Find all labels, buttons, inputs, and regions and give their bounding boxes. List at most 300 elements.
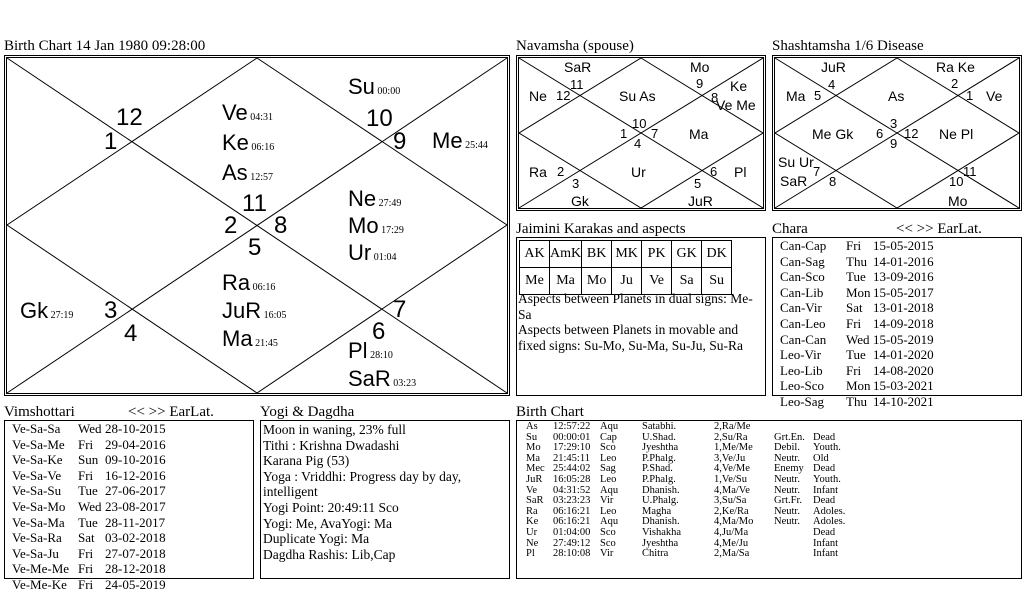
period-date: 27-07-2018	[105, 545, 166, 561]
sign: Sag	[600, 463, 616, 475]
karaka-value: Ju	[612, 268, 642, 295]
longitude: 16:05:28	[553, 473, 591, 485]
avastha: Infant	[813, 537, 839, 549]
period-date: 28-11-2017	[105, 514, 166, 530]
navamsha-label: 2	[557, 164, 565, 179]
shashtamsha-label: Ne Pl	[939, 126, 974, 142]
sign: Aqu	[600, 484, 619, 496]
period-day: Sat	[78, 530, 95, 546]
planet-name: Gk	[20, 298, 49, 323]
planet-degree: 04:31	[247, 112, 273, 123]
yogi-lines	[263, 422, 507, 562]
nakshatra: Dhanish.	[642, 516, 680, 528]
period-name: Ve-Sa-Ju	[12, 545, 59, 561]
dignity: Neutr.	[774, 452, 800, 464]
karaka-header: PK	[642, 241, 672, 268]
navamsha-label: 10	[632, 116, 647, 131]
navamsha-label: 9	[696, 76, 704, 91]
house-number: 11	[242, 190, 267, 217]
nakshatra: P.Phalg.	[642, 473, 676, 485]
chara-row[interactable]	[780, 285, 934, 301]
period-name: Leo-Sco	[780, 378, 825, 394]
navamsha-label: 12	[556, 88, 571, 103]
period-day: Fri	[846, 362, 862, 378]
planet-degree: 16:05	[261, 310, 287, 321]
planet: Su	[526, 431, 538, 443]
shashtamsha-label: As	[888, 88, 905, 104]
planet-name: Ve	[222, 100, 248, 125]
period-name: Leo-Lib	[780, 362, 823, 378]
navamsha-label: Ra	[529, 164, 547, 180]
karaka-value: Sa	[672, 268, 702, 295]
shashtamsha-label: 9	[890, 136, 898, 151]
dignity: Grt.En.	[774, 431, 805, 443]
karaka-header: DK	[702, 241, 732, 268]
pada-lords: 2,Ra/Me	[714, 421, 751, 432]
planet-name: Mo	[348, 213, 379, 238]
shashtamsha-label: Ra Ke	[936, 59, 975, 75]
vimshottari-row[interactable]	[12, 437, 166, 453]
planet: Ma	[526, 452, 540, 464]
period-name: Ve-Sa-Mo	[12, 498, 66, 514]
sign: Cap	[600, 431, 617, 443]
karaka-header: GK	[672, 241, 702, 268]
chara-row[interactable]	[780, 238, 934, 254]
longitude: 12:57:22	[553, 421, 591, 432]
period-name: Ve-Sa-Ve	[12, 467, 62, 483]
period-date: 14-09-2018	[873, 315, 934, 331]
planet-degree: 17:29	[378, 225, 404, 236]
house-number: 7	[393, 296, 407, 323]
house-number: 2	[224, 212, 238, 239]
pada-lords: 1,Me/Me	[714, 442, 753, 454]
period-name: Can-Cap	[780, 238, 827, 253]
pada-lords: 1,Ve/Su	[714, 473, 747, 485]
period-date: 15-05-2019	[873, 331, 934, 347]
chara-row[interactable]	[780, 300, 934, 316]
house-number: 4	[124, 320, 138, 347]
nakshatra: Dhanish.	[642, 484, 680, 496]
period-date: 15-05-2017	[873, 284, 934, 300]
period-date: 13-01-2018	[873, 300, 934, 316]
planet-name: Ur	[348, 240, 372, 265]
planet-degree: 06:16	[248, 142, 275, 153]
house-number: 3	[104, 297, 118, 324]
longitude: 06:16:21	[553, 516, 591, 528]
planet: Ur	[526, 526, 538, 538]
planet-degree: 01:04	[371, 252, 397, 263]
pada-lords: 4,Ve/Me	[714, 463, 750, 475]
planet-degree: 00:00	[374, 86, 401, 97]
period-date: 16-12-2016	[105, 467, 166, 483]
navamsha-label: Ne	[529, 88, 547, 104]
period-date: 14-01-2020	[873, 347, 934, 363]
period-name: Can-Lib	[780, 284, 824, 300]
dignity: Neutr.	[774, 505, 800, 517]
sign: Vir	[600, 548, 614, 560]
period-day: Fri	[78, 436, 94, 452]
period-date: 23-08-2017	[105, 498, 166, 514]
navamsha-label: Ke	[730, 78, 748, 94]
period-name: Ve-Sa-Su	[12, 483, 62, 499]
period-name: Ve-Sa-Ra	[12, 530, 62, 546]
planet-name: Me	[432, 128, 463, 153]
period-day: Tue	[78, 514, 98, 530]
period-name: Can-Vir	[780, 300, 822, 316]
planet-degree: 06:16	[250, 282, 276, 293]
nakshatra: U.Phalg.	[642, 495, 679, 507]
shashtamsha-label: 6	[876, 126, 884, 141]
period-day: Fri	[78, 576, 94, 592]
nakshatra: U.Shad.	[642, 431, 676, 443]
navamsha-title: Navamsha (spouse)	[516, 38, 634, 54]
house-number: 8	[274, 212, 288, 239]
navamsha-label: 4	[634, 136, 642, 151]
shashtamsha-label: 8	[829, 174, 837, 189]
birth-chart-title: Birth Chart 14 Jan 1980 09:28:00	[4, 38, 206, 54]
period-day: Mon	[846, 378, 871, 394]
planet: SaR	[526, 495, 544, 507]
period-name: Ve-Sa-Me	[12, 436, 65, 452]
period-day: Wed	[78, 421, 102, 436]
pada-lords: 2,Su/Ra	[714, 431, 748, 443]
karaka-value: Ma	[550, 268, 582, 295]
jaimini-title: Jaimini Karakas and aspects	[516, 221, 686, 237]
shashtamsha-label: SaR	[780, 173, 808, 189]
navamsha-label: Mo	[690, 59, 710, 75]
avastha: Adoles.	[813, 516, 846, 528]
period-date: 14-08-2020	[873, 362, 934, 378]
chara-row[interactable]	[780, 316, 934, 332]
longitude: 00:00:01	[553, 431, 591, 443]
navamsha-label: Ve Me	[716, 97, 756, 113]
avastha: Dead	[813, 526, 836, 538]
birth-table-title: Birth Chart	[516, 404, 584, 420]
period-date: 15-05-2015	[873, 238, 934, 253]
longitude: 28:10:08	[553, 548, 591, 560]
avastha: Youth.	[813, 442, 841, 454]
period-name: Can-Leo	[780, 315, 826, 331]
chara-row[interactable]	[780, 269, 934, 285]
navamsha-label: Ma	[689, 126, 709, 142]
period-day: Fri	[846, 238, 862, 253]
period-day: Wed	[78, 498, 102, 514]
shashtamsha-label: Mo	[948, 193, 968, 209]
yogi-title: Yogi & Dagdha	[260, 404, 355, 420]
house-number: 1	[104, 128, 118, 155]
vimshottari-row[interactable]	[12, 452, 166, 468]
shashtamsha-label: 7	[813, 164, 821, 179]
longitude: 27:49:12	[553, 537, 591, 549]
vimshottari-nav[interactable]: << >> EarLat.	[128, 404, 214, 420]
birth-table-row[interactable]	[526, 475, 863, 486]
yogi-line: Dagdha Rashis: Lib,Cap	[263, 546, 396, 562]
period-day: Fri	[846, 315, 862, 331]
birth-table-row[interactable]	[526, 549, 863, 560]
period-day: Fri	[78, 561, 94, 577]
vimshottari-row[interactable]	[12, 515, 166, 531]
period-date: 15-03-2021	[873, 378, 934, 394]
pada-lords: 4,Ma/Ve	[714, 484, 750, 496]
karaka-value: Mo	[582, 268, 612, 295]
planet-name: As	[222, 160, 248, 185]
karaka-value: Me	[520, 268, 550, 295]
karaka-header: BK	[582, 241, 612, 268]
dignity: Neutr.	[774, 484, 800, 496]
period-day: Fri	[78, 467, 94, 483]
planet: Ke	[526, 516, 539, 528]
planet-name: Ra	[222, 270, 251, 295]
shashtamsha-label: 1	[966, 88, 974, 103]
period-date: 03-02-2018	[105, 530, 166, 546]
period-day: Mon	[846, 284, 871, 300]
shashtamsha-label: 2	[951, 76, 959, 91]
shashtamsha-label: Su Ur	[778, 154, 814, 170]
shashtamsha-label: Me Gk	[812, 126, 854, 142]
planet-name: Ne	[348, 186, 377, 211]
movable-fixed-aspects: Aspects between Planets in movable and fixed signs: Su-Mo, Su-Ma, Su-Ju, Su-Ra	[518, 322, 744, 353]
shashtamsha-label: 5	[814, 88, 822, 103]
pada-lords: 4,Ju/Ma	[714, 526, 749, 538]
chara-row[interactable]	[780, 378, 934, 394]
karaka-header: AK	[520, 241, 550, 268]
period-day: Wed	[846, 331, 870, 347]
avastha: Old	[813, 452, 829, 464]
period-name: Ve-Me-Me	[12, 561, 70, 577]
yogi-line: Yogi Point: 20:49:11 Sco	[263, 499, 399, 515]
chara-row[interactable]	[780, 254, 934, 270]
planet-degree: 27:49	[376, 198, 402, 209]
period-name: Ve-Sa-Ke	[12, 452, 63, 468]
navamsha-label: 3	[572, 176, 580, 191]
chara-row[interactable]	[780, 363, 934, 379]
yogi-line: Tithi : Krishna Dwadashi	[263, 437, 400, 453]
nakshatra: P.Phalg.	[642, 452, 676, 464]
planet-degree: 27:19	[48, 310, 74, 321]
period-date: 28-12-2018	[105, 561, 166, 577]
dual-signs-aspects: Aspects between Planets in dual signs: Me-Sa	[518, 291, 753, 322]
house-number: 6	[372, 318, 386, 345]
avastha: Youth.	[813, 473, 841, 485]
planet-name: SaR	[348, 366, 391, 391]
period-name: Can-Sag	[780, 253, 825, 269]
planet: Ve	[526, 484, 538, 496]
avastha: Dead	[813, 431, 836, 443]
navamsha-label: Pl	[734, 164, 747, 180]
navamsha-label: 7	[651, 126, 659, 141]
pada-lords: 2,Ke/Ra	[714, 505, 749, 517]
planet: Pl	[526, 548, 535, 560]
house-number: 12	[116, 104, 143, 131]
planet-name: Ma	[222, 326, 253, 351]
period-date: 14-01-2016	[873, 253, 934, 269]
nakshatra: P.Shad.	[642, 463, 673, 475]
sign: Vir	[600, 495, 614, 507]
sign: Sco	[600, 537, 616, 549]
karaka-table	[519, 240, 732, 295]
planet-name: Su	[348, 74, 375, 99]
navamsha-label: 11	[570, 77, 584, 92]
sign: Aqu	[600, 421, 619, 432]
avastha: Dead	[813, 463, 836, 475]
house-number: 9	[393, 128, 407, 155]
dignity: Enemy	[774, 463, 804, 475]
sign: Sco	[600, 526, 616, 538]
yogi-line: Karana Pig (53)	[263, 453, 350, 469]
period-name: Can-Can	[780, 331, 827, 347]
shashtamsha-title: Shashtamsha 1/6 Disease	[772, 38, 924, 54]
period-date: 27-06-2017	[105, 483, 166, 499]
longitude: 17:29:10	[553, 442, 591, 454]
shashtamsha-label: 3	[890, 116, 898, 131]
vimshottari-row[interactable]	[12, 483, 166, 499]
vimshottari-row[interactable]	[12, 546, 166, 562]
nakshatra: Magha	[642, 505, 672, 517]
planet: Ne	[526, 537, 539, 549]
planet-degree: 03:23	[390, 378, 417, 389]
period-name: Leo-Sag	[780, 393, 825, 409]
planet-degree: 12:57	[247, 172, 273, 183]
sign: Aqu	[600, 516, 619, 528]
navamsha-label: 6	[710, 164, 718, 179]
nakshatra: Jyeshtha	[642, 442, 679, 454]
chara-nav[interactable]: << >> EarLat.	[896, 221, 982, 237]
nakshatra: Jyeshtha	[642, 537, 679, 549]
planet-name: Ke	[222, 130, 249, 155]
avastha: Infant	[813, 484, 839, 496]
navamsha-label: Su As	[619, 88, 656, 104]
vimshottari-row[interactable]	[12, 421, 166, 437]
longitude: 21:45:11	[553, 452, 590, 464]
sign: Leo	[600, 505, 617, 517]
chara-list	[780, 238, 934, 410]
avastha: Adoles.	[813, 505, 846, 517]
vimshottari-row[interactable]	[12, 468, 166, 484]
planet: Ra	[526, 505, 538, 517]
nakshatra: Chitra	[642, 548, 669, 560]
sign: Sco	[600, 442, 616, 454]
longitude: 25:44:02	[553, 463, 591, 475]
dignity: Neutr.	[774, 473, 800, 485]
navamsha-label: Ur	[631, 164, 646, 180]
period-day: Thu	[846, 393, 867, 409]
dignity: Grt.Fr.	[774, 495, 803, 507]
yogi-line: Yogi: Me, AvaYogi: Ma	[263, 515, 393, 531]
chara-title: Chara	[772, 221, 808, 237]
period-day: Sun	[78, 452, 99, 468]
vimshottari-list	[12, 421, 166, 593]
period-date: 24-05-2019	[105, 576, 166, 592]
nakshatra: Vishakha	[642, 526, 682, 538]
shashtamsha-label: Ma	[786, 88, 806, 104]
period-date: 14-10-2021	[873, 393, 934, 409]
navamsha-label: Gk	[571, 193, 589, 209]
period-date: 29-04-2016	[105, 436, 166, 452]
yogi-line: Yoga : Vriddhi: Progress day by day, intelligent	[263, 468, 462, 500]
navamsha-label: JuR	[688, 193, 713, 209]
longitude: 04:31:52	[553, 484, 591, 496]
period-name: Can-Sco	[780, 269, 825, 285]
longitude: 03:23:23	[553, 495, 591, 507]
pada-lords: 4,Me/Ju	[714, 537, 749, 549]
pada-lords: 4,Ma/Mo	[714, 516, 754, 528]
period-name: Ve-Me-Ke	[12, 576, 67, 592]
avastha: Dead	[813, 495, 836, 507]
birth-table-row[interactable]	[526, 528, 863, 539]
karaka-header: MK	[612, 241, 642, 268]
vimshottari-row[interactable]	[12, 499, 166, 515]
avastha: Infant	[813, 548, 839, 560]
period-day: Tue	[78, 483, 98, 499]
planet-degree: 28:10	[367, 350, 393, 361]
pada-lords: 2,Ma/Sa	[714, 548, 750, 560]
navamsha-label: 1	[620, 126, 628, 141]
yogi-line: Duplicate Yogi: Ma	[263, 531, 370, 547]
pada-lords: 3,Ve/Ju	[714, 452, 746, 464]
planet: As	[526, 421, 538, 432]
planet: Mo	[526, 442, 541, 454]
house-number: 5	[248, 234, 262, 261]
sign: Leo	[600, 452, 617, 464]
planet: JuR	[526, 473, 543, 485]
chara-row[interactable]	[780, 394, 934, 410]
sign: Leo	[600, 473, 617, 485]
chara-row[interactable]	[780, 332, 934, 348]
shashtamsha-label: 12	[904, 126, 919, 141]
period-day: Sat	[846, 300, 863, 316]
period-day: Fri	[78, 545, 94, 561]
period-date: 09-10-2016	[105, 452, 166, 468]
nakshatra: Satabhi.	[642, 421, 677, 432]
karaka-value: Ve	[642, 268, 672, 295]
period-day: Tue	[846, 269, 866, 285]
shashtamsha-label: 4	[828, 77, 836, 92]
shashtamsha-label: 10	[949, 174, 964, 189]
pada-lords: 3,Su/Sa	[714, 495, 747, 507]
shashtamsha-label: Ve	[986, 88, 1003, 104]
period-name: Ve-Sa-Sa	[12, 421, 61, 436]
shashtamsha-label: JuR	[821, 59, 846, 75]
vimshottari-row[interactable]	[12, 530, 166, 546]
vimshottari-row[interactable]	[12, 561, 166, 577]
vimshottari-title: Vimshottari	[4, 404, 75, 420]
longitude: 06:16:21	[553, 505, 591, 517]
navamsha-label: 8	[711, 90, 719, 105]
planet: Mec	[526, 463, 545, 475]
period-day: Thu	[846, 253, 867, 269]
navamsha-label: 5	[694, 176, 702, 191]
planet-degree: 21:45	[252, 338, 278, 349]
period-day: Tue	[846, 347, 866, 363]
longitude: 01:04:00	[553, 526, 591, 538]
navamsha-label: SaR	[564, 59, 592, 75]
period-date: 13-09-2016	[873, 269, 934, 285]
dignity: Neutr.	[774, 516, 800, 528]
dignity: Debil.	[774, 442, 800, 454]
period-name: Leo-Vir	[780, 347, 822, 363]
vimshottari-row[interactable]	[12, 577, 166, 593]
karaka-header: AmK	[550, 241, 582, 268]
period-date: 28-10-2015	[105, 421, 166, 436]
planet-name: JuR	[222, 298, 262, 323]
planet-degree: 25:44	[462, 140, 488, 151]
planet-name: Pl	[348, 338, 368, 363]
birth-table	[526, 422, 863, 560]
house-number: 10	[366, 105, 393, 132]
period-name: Ve-Sa-Ma	[12, 514, 65, 530]
birth-table-row[interactable]	[526, 422, 863, 433]
chara-row[interactable]	[780, 347, 934, 363]
